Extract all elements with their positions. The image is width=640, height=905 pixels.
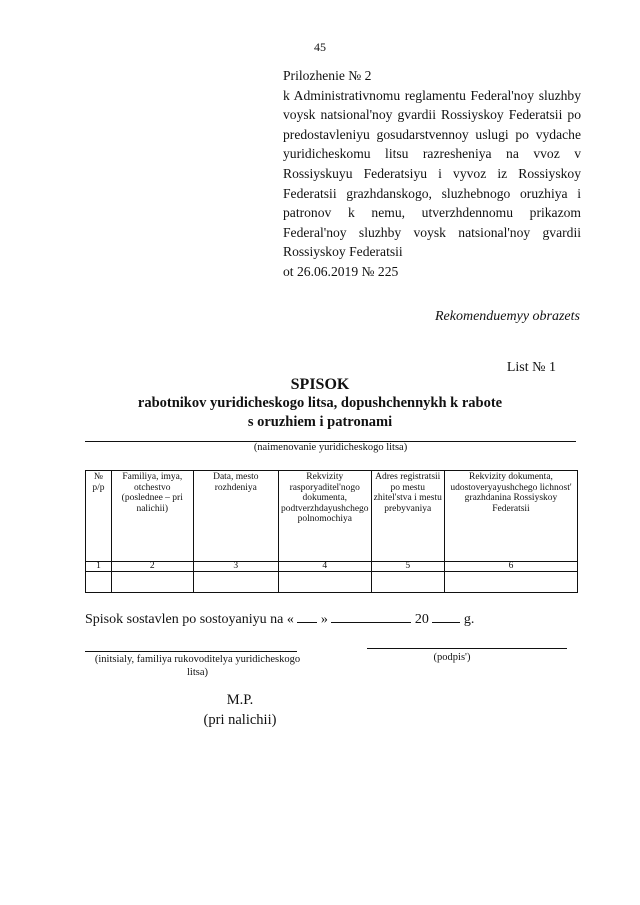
status-year-prefix: 20 [414, 612, 429, 627]
table-number-row [86, 562, 578, 572]
initials-caption: (initsialy, familiya rukovoditelya yuridicheskogo litsa) [94, 654, 301, 678]
signature-line [367, 648, 567, 649]
list-subtitle-line-2: s oruzhiem i patronami [247, 414, 393, 430]
stamp-block [150, 690, 330, 730]
table-row [86, 572, 578, 593]
header-number: № p/p [86, 471, 112, 562]
table-header-row [86, 471, 578, 562]
annex-body-last-line: Rossiyskoy Federatsii [283, 244, 403, 260]
employee-table [85, 470, 578, 593]
column-number-cell: 1 [86, 562, 112, 572]
year-blank [432, 610, 460, 623]
column-number-cell: 3 [193, 562, 278, 572]
column-number-cell: 2 [111, 562, 193, 572]
table-cell [444, 572, 577, 593]
column-number-cell: 5 [371, 562, 444, 572]
list-title: SPISOK [290, 376, 350, 393]
column-number-cell: 4 [278, 562, 371, 572]
annex-date: ot 26.06.2019 № 225 [283, 263, 399, 279]
list-subtitle-line-1: rabotnikov yuridicheskogo litsa, dopushchennykh k rabote [137, 395, 503, 411]
sheet-label: List № 1 [506, 360, 556, 375]
org-name-caption: (naimenovanie yuridicheskogo litsa) [253, 442, 408, 453]
annex-title: Prilozhenie № 2 [283, 68, 372, 83]
month-blank [331, 610, 411, 623]
header-authority-doc: Rekvizity rasporyaditel'nogo dokumenta, podtverzhdayushchego polnomochiya [278, 471, 371, 562]
column-number-cell: 6 [444, 562, 577, 572]
list-subtitle [0, 394, 640, 432]
status-line [85, 610, 474, 628]
annex-block [283, 66, 581, 282]
initials-line [85, 651, 297, 652]
page-number: 45 [314, 40, 326, 54]
annex-body: k Administrativnomu reglamentu Federal'noy sluzhby voysk natsional'noy gvardii Rossiyskoy Federatsii po predostavleniyu gosudarstvennoy uslugi po vydache yuridicheskomu litsu razresheniya na vvoz v Rossiyskuyu Federatsiyu i vyvoz iz Rossiyskoy Federatsii grazhdanskogo, sluzhebnogo oruzhiya i patronov k nemu, utverzhdennomu prikazom Federal'noy sluzhby voysk natsional'noy gvardii [283, 87, 581, 240]
status-prefix: Spisok sostavlen po sostoyaniyu na « [85, 612, 294, 627]
table-cell [278, 572, 371, 593]
header-birth: Data, mesto rozhdeniya [193, 471, 278, 562]
stamp-label: M.P. [226, 692, 254, 708]
signature-caption: (podpis') [433, 652, 471, 663]
header-full-name: Familiya, imya, otchestvo (poslednee – pri nalichii) [111, 471, 193, 562]
status-mid: » [320, 612, 328, 627]
table-cell [111, 572, 193, 593]
day-blank [297, 610, 317, 623]
header-identity-doc: Rekvizity dokumenta, udostoveryayushchego lichnost' grazhdanina Rossiyskoy Federatsii [444, 471, 577, 562]
table-cell [86, 572, 112, 593]
header-address: Adres registratsii po mestu zhitel'stva i mestu prebyvaniya [371, 471, 444, 562]
status-suffix: g. [463, 612, 475, 627]
table-cell [371, 572, 444, 593]
sample-label: Rekomenduemyy obrazets [434, 309, 580, 324]
stamp-note: (pri nalichii) [203, 712, 277, 728]
table-cell [193, 572, 278, 593]
